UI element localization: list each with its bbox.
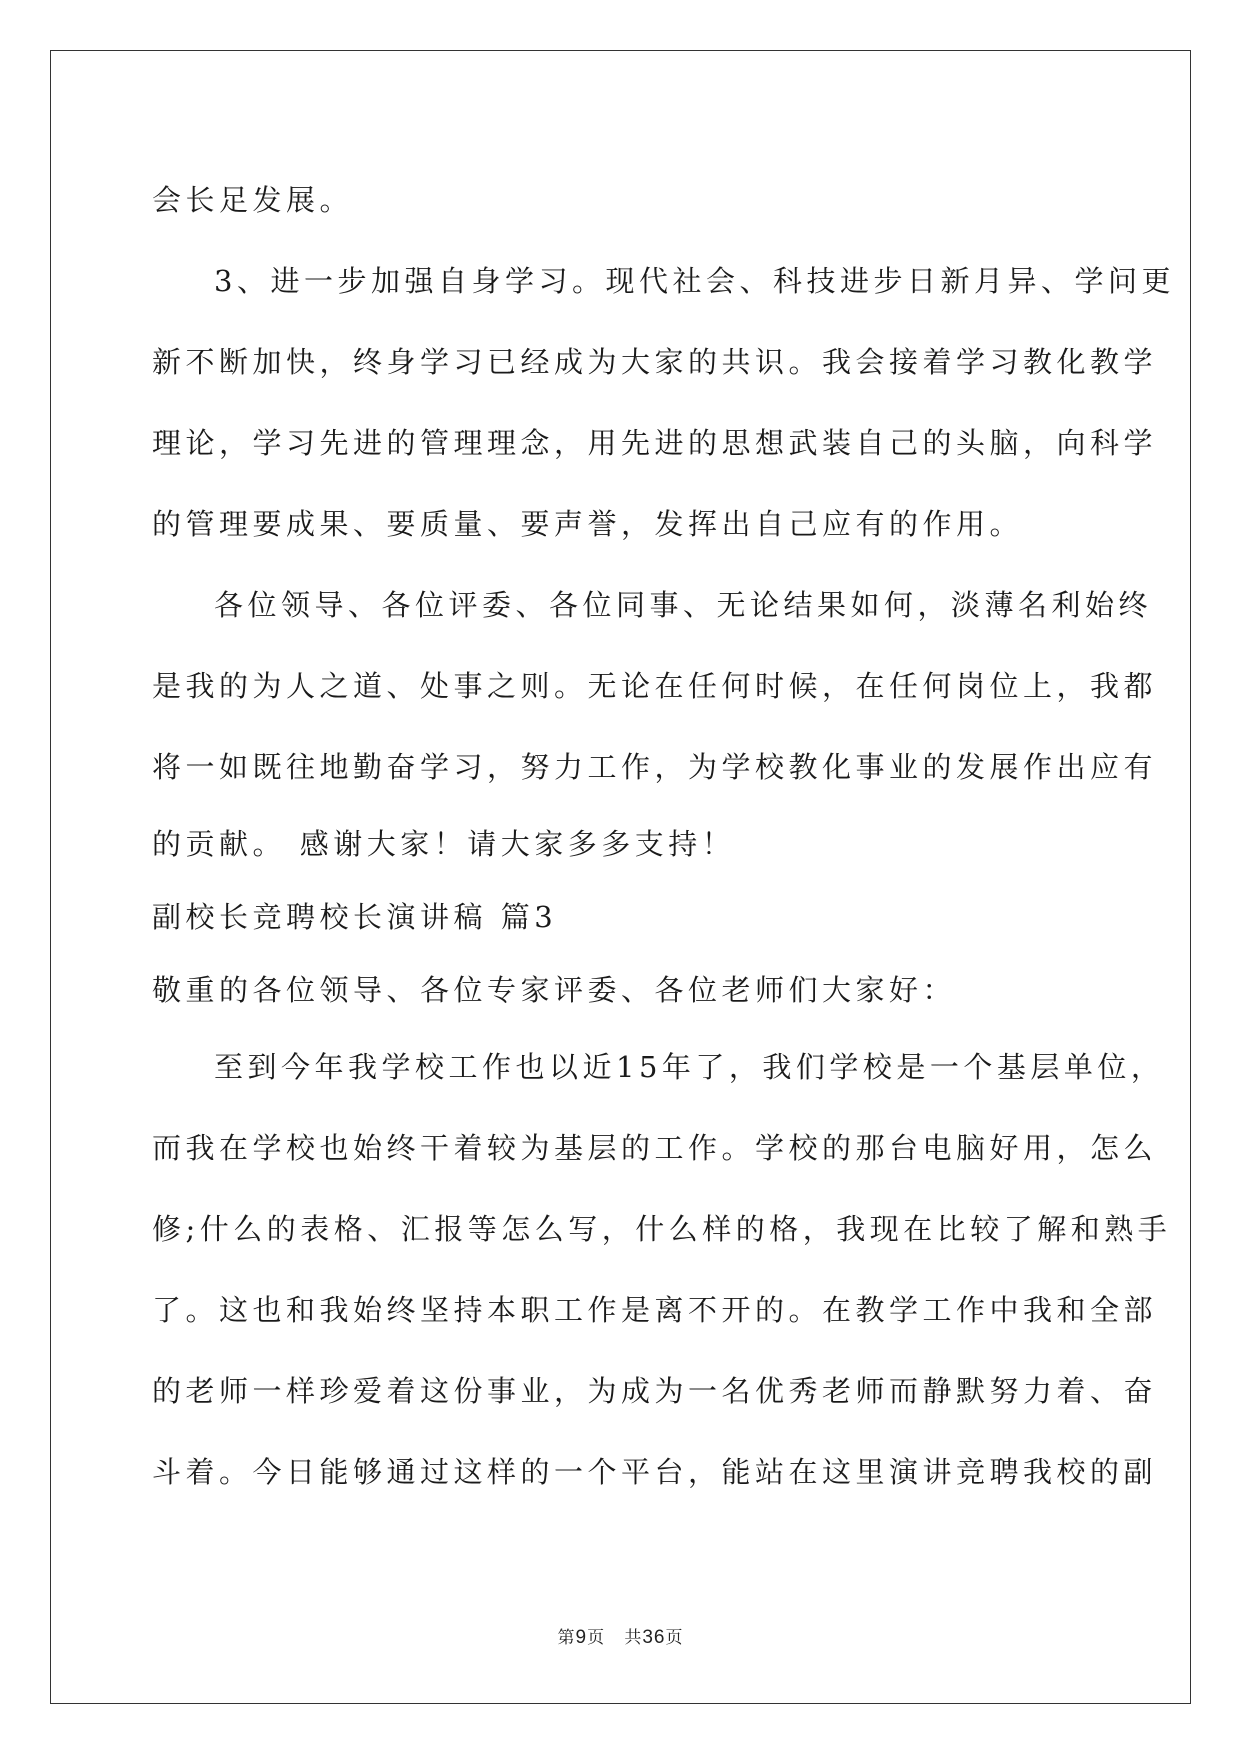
page-footer bbox=[0, 1623, 1241, 1649]
text-line: 斗着。今日能够通过这样的一个平台，能站在这里演讲竞聘我校的副 bbox=[152, 1455, 1158, 1489]
text-line: 修;什么的表格、汇报等怎么写，什么样的格，我现在比较了解和熟手 bbox=[152, 1212, 1172, 1246]
text-line: 了。这也和我始终坚持本职工作是离不开的。在教学工作中我和全部 bbox=[152, 1293, 1158, 1327]
text-line: 而我在学校也始终干着较为基层的工作。学校的那台电脑好用，怎么 bbox=[152, 1131, 1158, 1165]
text-line: 的管理要成果、要质量、要声誉，发挥出自己应有的作用。 bbox=[152, 507, 1024, 541]
text-line: 的老师一样珍爱着这份事业，为成为一名优秀老师而静默努力着、奋 bbox=[152, 1374, 1158, 1408]
text-line: 会长足发展。 bbox=[152, 183, 354, 217]
text-line: 理论，学习先进的管理理念，用先进的思想武装自己的头脑，向科学 bbox=[152, 426, 1158, 460]
text-line: 是我的为人之道、处事之则。无论在任何时候，在任何岗位上，我都 bbox=[152, 669, 1158, 703]
page-suffix: 页 bbox=[665, 1628, 684, 1648]
text-line: 的贡献。 感谢大家！请大家多多支持！ bbox=[152, 827, 736, 861]
text-line: 3、进一步加强自身学习。现代社会、科技进步日新月异、学问更 bbox=[214, 264, 1175, 298]
document-body bbox=[152, 160, 1175, 1513]
text-line: 将一如既往地勤奋学习，努力工作，为学校教化事业的发展作出应有 bbox=[152, 750, 1158, 784]
page-current: 9 bbox=[575, 1627, 588, 1648]
salutation-line: 敬重的各位领导、各位专家评委、各位老师们大家好： bbox=[152, 973, 957, 1007]
page-mid: 页 共 bbox=[587, 1628, 643, 1648]
text-line: 各位领导、各位评委、各位同事、无论结果如何，淡薄名利始终 bbox=[214, 588, 1153, 622]
text-line: 新不断加快，终身学习已经成为大家的共识。我会接着学习教化教学 bbox=[152, 345, 1158, 379]
section-heading: 副校长竞聘校长演讲稿 篇3 bbox=[152, 900, 558, 934]
page-prefix: 第 bbox=[557, 1628, 576, 1648]
text-line: 至到今年我学校工作也以近15年了，我们学校是一个基层单位， bbox=[214, 1050, 1165, 1084]
page-total: 36 bbox=[642, 1627, 666, 1648]
